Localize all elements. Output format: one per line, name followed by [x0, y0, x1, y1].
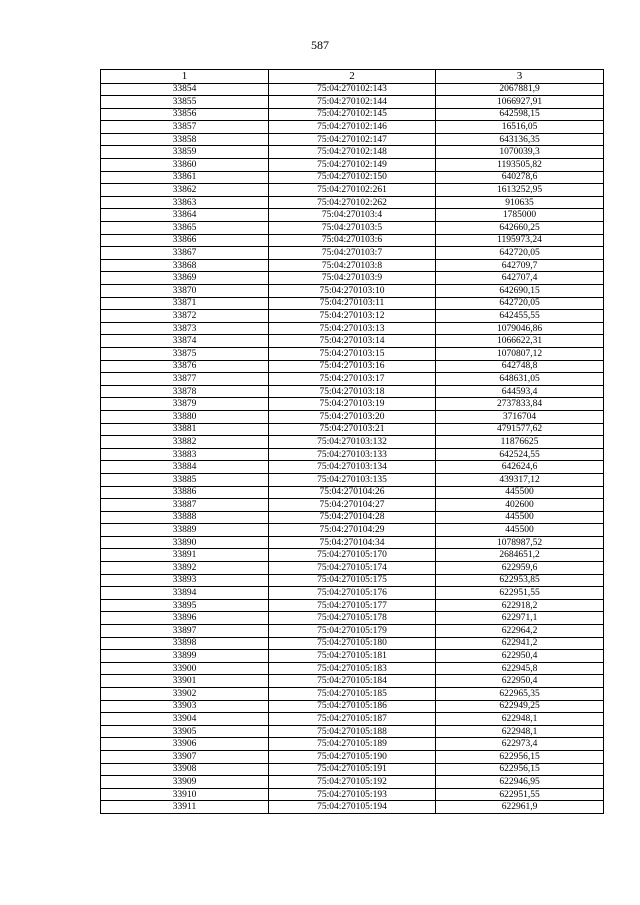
row-number-cell: 33864 — [101, 209, 269, 222]
value-cell: 3716704 — [436, 410, 604, 423]
cadastral-number-cell: 75:04:270103:9 — [269, 272, 436, 285]
table-row — [101, 448, 604, 461]
table-row — [101, 473, 604, 486]
row-number-cell: 33891 — [101, 549, 269, 562]
table-row — [101, 725, 604, 738]
table-row — [101, 209, 604, 222]
row-number-cell: 33871 — [101, 297, 269, 310]
table-body — [101, 83, 604, 813]
row-number-cell: 33884 — [101, 461, 269, 474]
cadastral-number-cell: 75:04:270102:144 — [269, 96, 436, 109]
value-cell: 2684651,2 — [436, 549, 604, 562]
cadastral-number-cell: 75:04:270105:183 — [269, 662, 436, 675]
cadastral-number-cell: 75:04:270105:188 — [269, 725, 436, 738]
value-cell: 622950,4 — [436, 675, 604, 688]
cadastral-number-cell: 75:04:270105:180 — [269, 637, 436, 650]
row-number-cell: 33856 — [101, 108, 269, 121]
row-number-cell: 33909 — [101, 776, 269, 789]
row-number-cell: 33860 — [101, 159, 269, 172]
cadastral-number-cell: 75:04:270103:133 — [269, 448, 436, 461]
row-number-cell: 33887 — [101, 499, 269, 512]
cadastral-number-cell: 75:04:270103:10 — [269, 285, 436, 298]
value-cell: 622948,1 — [436, 725, 604, 738]
row-number-cell: 33904 — [101, 713, 269, 726]
value-cell: 11876625 — [436, 436, 604, 449]
row-number-cell: 33910 — [101, 788, 269, 801]
table-row — [101, 121, 604, 134]
cadastral-number-cell: 75:04:270102:146 — [269, 121, 436, 134]
row-number-cell: 33892 — [101, 562, 269, 575]
row-number-cell: 33902 — [101, 688, 269, 701]
table-row — [101, 612, 604, 625]
table-row — [101, 688, 604, 701]
row-number-cell: 33866 — [101, 234, 269, 247]
cadastral-number-cell: 75:04:270102:149 — [269, 159, 436, 172]
row-number-cell: 33862 — [101, 184, 269, 197]
cadastral-table — [100, 69, 604, 814]
cadastral-number-cell: 75:04:270105:178 — [269, 612, 436, 625]
cadastral-number-cell: 75:04:270105:190 — [269, 750, 436, 763]
row-number-cell: 33874 — [101, 335, 269, 348]
cadastral-number-cell: 75:04:270102:261 — [269, 184, 436, 197]
table-row — [101, 788, 604, 801]
value-cell: 622948,1 — [436, 713, 604, 726]
cadastral-number-cell: 75:04:270104:27 — [269, 499, 436, 512]
cadastral-number-cell: 75:04:270103:6 — [269, 234, 436, 247]
row-number-cell: 33895 — [101, 599, 269, 612]
table-row — [101, 347, 604, 360]
table-row — [101, 222, 604, 235]
value-cell: 445500 — [436, 486, 604, 499]
table-row — [101, 196, 604, 209]
row-number-cell: 33881 — [101, 423, 269, 436]
table-row — [101, 524, 604, 537]
table-row — [101, 436, 604, 449]
cadastral-number-cell: 75:04:270105:194 — [269, 801, 436, 814]
value-cell: 1193505,82 — [436, 159, 604, 172]
table-row — [101, 599, 604, 612]
table-row — [101, 499, 604, 512]
row-number-cell: 33865 — [101, 222, 269, 235]
table-row — [101, 562, 604, 575]
table-row — [101, 108, 604, 121]
row-number-cell: 33893 — [101, 574, 269, 587]
value-cell: 622956,15 — [436, 763, 604, 776]
row-number-cell: 33880 — [101, 410, 269, 423]
table-row — [101, 83, 604, 96]
table-row — [101, 750, 604, 763]
row-number-cell: 33875 — [101, 347, 269, 360]
row-number-cell: 33907 — [101, 750, 269, 763]
value-cell: 1613252,95 — [436, 184, 604, 197]
table-row — [101, 373, 604, 386]
cadastral-number-cell: 75:04:270104:28 — [269, 511, 436, 524]
table-row — [101, 662, 604, 675]
cadastral-number-cell: 75:04:270103:12 — [269, 310, 436, 323]
table-row — [101, 549, 604, 562]
row-number-cell: 33868 — [101, 259, 269, 272]
row-number-cell: 33877 — [101, 373, 269, 386]
table-row — [101, 272, 604, 285]
value-cell: 642524,55 — [436, 448, 604, 461]
cadastral-number-cell: 75:04:270103:20 — [269, 410, 436, 423]
row-number-cell: 33885 — [101, 473, 269, 486]
cadastral-number-cell: 75:04:270105:185 — [269, 688, 436, 701]
cadastral-number-cell: 75:04:270103:14 — [269, 335, 436, 348]
row-number-cell: 33873 — [101, 322, 269, 335]
value-cell: 1066622,31 — [436, 335, 604, 348]
value-cell: 2737833,84 — [436, 398, 604, 411]
cadastral-number-cell: 75:04:270105:174 — [269, 562, 436, 575]
row-number-cell: 33861 — [101, 171, 269, 184]
table-row — [101, 700, 604, 713]
cadastral-number-cell: 75:04:270102:148 — [269, 146, 436, 159]
value-cell: 642707,4 — [436, 272, 604, 285]
value-cell: 1066927,91 — [436, 96, 604, 109]
row-number-cell: 33911 — [101, 801, 269, 814]
table-row — [101, 133, 604, 146]
row-number-cell: 33879 — [101, 398, 269, 411]
table-row — [101, 259, 604, 272]
value-cell: 622951,55 — [436, 587, 604, 600]
value-cell: 622953,85 — [436, 574, 604, 587]
table-row — [101, 171, 604, 184]
value-cell: 1195973,24 — [436, 234, 604, 247]
row-number-cell: 33889 — [101, 524, 269, 537]
table-row — [101, 511, 604, 524]
row-number-cell: 33900 — [101, 662, 269, 675]
cadastral-number-cell: 75:04:270105:192 — [269, 776, 436, 789]
table-row — [101, 146, 604, 159]
value-cell: 622946,95 — [436, 776, 604, 789]
column-header-1: 1 — [101, 70, 269, 84]
table-row — [101, 234, 604, 247]
table-row — [101, 385, 604, 398]
row-number-cell: 33872 — [101, 310, 269, 323]
table-row — [101, 625, 604, 638]
cadastral-number-cell: 75:04:270105:181 — [269, 650, 436, 663]
cadastral-number-cell: 75:04:270103:4 — [269, 209, 436, 222]
cadastral-number-cell: 75:04:270103:11 — [269, 297, 436, 310]
cadastral-number-cell: 75:04:270103:15 — [269, 347, 436, 360]
table-row — [101, 159, 604, 172]
value-cell: 622973,4 — [436, 738, 604, 751]
column-header-2: 2 — [269, 70, 436, 84]
cadastral-number-cell: 75:04:270102:262 — [269, 196, 436, 209]
value-cell: 445500 — [436, 511, 604, 524]
row-number-cell: 33897 — [101, 625, 269, 638]
value-cell: 622950,4 — [436, 650, 604, 663]
table-row — [101, 423, 604, 436]
row-number-cell: 33870 — [101, 285, 269, 298]
table-row — [101, 297, 604, 310]
cadastral-number-cell: 75:04:270104:26 — [269, 486, 436, 499]
value-cell: 1785000 — [436, 209, 604, 222]
cadastral-number-cell: 75:04:270105:184 — [269, 675, 436, 688]
cadastral-number-cell: 75:04:270103:7 — [269, 247, 436, 260]
cadastral-number-cell: 75:04:270105:177 — [269, 599, 436, 612]
row-number-cell: 33876 — [101, 360, 269, 373]
column-header-3: 3 — [436, 70, 604, 84]
table-row — [101, 536, 604, 549]
cadastral-number-cell: 75:04:270105:187 — [269, 713, 436, 726]
cadastral-number-cell: 75:04:270103:134 — [269, 461, 436, 474]
cadastral-number-cell: 75:04:270103:16 — [269, 360, 436, 373]
value-cell: 643136,35 — [436, 133, 604, 146]
value-cell: 622971,1 — [436, 612, 604, 625]
cadastral-number-cell: 75:04:270105:193 — [269, 788, 436, 801]
value-cell: 622949,25 — [436, 700, 604, 713]
cadastral-number-cell: 75:04:270103:18 — [269, 385, 436, 398]
value-cell: 2067881,9 — [436, 83, 604, 96]
table-row — [101, 310, 604, 323]
table-row — [101, 776, 604, 789]
table-row — [101, 285, 604, 298]
table-row — [101, 247, 604, 260]
table-row — [101, 763, 604, 776]
row-number-cell: 33863 — [101, 196, 269, 209]
table-row — [101, 410, 604, 423]
row-number-cell: 33888 — [101, 511, 269, 524]
value-cell: 642660,25 — [436, 222, 604, 235]
value-cell: 622959,6 — [436, 562, 604, 575]
table-row — [101, 360, 604, 373]
row-number-cell: 33901 — [101, 675, 269, 688]
value-cell: 622965,35 — [436, 688, 604, 701]
row-number-cell: 33857 — [101, 121, 269, 134]
row-number-cell: 33854 — [101, 83, 269, 96]
row-number-cell: 33858 — [101, 133, 269, 146]
value-cell: 910635 — [436, 196, 604, 209]
row-number-cell: 33903 — [101, 700, 269, 713]
value-cell: 648631,05 — [436, 373, 604, 386]
value-cell: 642748,8 — [436, 360, 604, 373]
page-number: 587 — [311, 38, 329, 52]
cadastral-number-cell: 75:04:270103:8 — [269, 259, 436, 272]
row-number-cell: 33859 — [101, 146, 269, 159]
table-header-row — [101, 70, 604, 84]
value-cell: 16516,05 — [436, 121, 604, 134]
row-number-cell: 33908 — [101, 763, 269, 776]
value-cell: 1079046,86 — [436, 322, 604, 335]
value-cell: 642709,7 — [436, 259, 604, 272]
cadastral-number-cell: 75:04:270103:19 — [269, 398, 436, 411]
row-number-cell: 33896 — [101, 612, 269, 625]
cadastral-number-cell: 75:04:270105:189 — [269, 738, 436, 751]
value-cell: 642720,05 — [436, 247, 604, 260]
cadastral-number-cell: 75:04:270104:29 — [269, 524, 436, 537]
value-cell: 1078987,52 — [436, 536, 604, 549]
row-number-cell: 33894 — [101, 587, 269, 600]
table-row — [101, 587, 604, 600]
table-row — [101, 574, 604, 587]
row-number-cell: 33906 — [101, 738, 269, 751]
value-cell: 622918,2 — [436, 599, 604, 612]
value-cell: 622951,55 — [436, 788, 604, 801]
cadastral-number-cell: 75:04:270102:147 — [269, 133, 436, 146]
value-cell: 445500 — [436, 524, 604, 537]
row-number-cell: 33883 — [101, 448, 269, 461]
row-number-cell: 33899 — [101, 650, 269, 663]
table-row — [101, 738, 604, 751]
row-number-cell: 33869 — [101, 272, 269, 285]
value-cell: 622945,8 — [436, 662, 604, 675]
row-number-cell: 33890 — [101, 536, 269, 549]
cadastral-number-cell: 75:04:270105:191 — [269, 763, 436, 776]
value-cell: 640278,6 — [436, 171, 604, 184]
cadastral-number-cell: 75:04:270105:179 — [269, 625, 436, 638]
value-cell: 622964,2 — [436, 625, 604, 638]
cadastral-number-cell: 75:04:270105:170 — [269, 549, 436, 562]
table-row — [101, 322, 604, 335]
value-cell: 642624,6 — [436, 461, 604, 474]
cadastral-number-cell: 75:04:270103:132 — [269, 436, 436, 449]
value-cell: 642720,05 — [436, 297, 604, 310]
table-row — [101, 398, 604, 411]
value-cell: 402600 — [436, 499, 604, 512]
row-number-cell: 33886 — [101, 486, 269, 499]
value-cell: 1070039,3 — [436, 146, 604, 159]
table-row — [101, 184, 604, 197]
value-cell: 642690,15 — [436, 285, 604, 298]
row-number-cell: 33878 — [101, 385, 269, 398]
cadastral-number-cell: 75:04:270104:34 — [269, 536, 436, 549]
cadastral-number-cell: 75:04:270105:175 — [269, 574, 436, 587]
cadastral-number-cell: 75:04:270103:21 — [269, 423, 436, 436]
table-row — [101, 96, 604, 109]
cadastral-number-cell: 75:04:270103:135 — [269, 473, 436, 486]
table-row — [101, 637, 604, 650]
row-number-cell: 33855 — [101, 96, 269, 109]
table-row — [101, 335, 604, 348]
cadastral-number-cell: 75:04:270105:186 — [269, 700, 436, 713]
value-cell: 622961,9 — [436, 801, 604, 814]
table-row — [101, 801, 604, 814]
cadastral-number-cell: 75:04:270102:145 — [269, 108, 436, 121]
row-number-cell: 33905 — [101, 725, 269, 738]
row-number-cell: 33898 — [101, 637, 269, 650]
table-row — [101, 461, 604, 474]
row-number-cell: 33867 — [101, 247, 269, 260]
table-row — [101, 486, 604, 499]
cadastral-number-cell: 75:04:270103:5 — [269, 222, 436, 235]
cadastral-number-cell: 75:04:270102:150 — [269, 171, 436, 184]
value-cell: 4791577,62 — [436, 423, 604, 436]
cadastral-number-cell: 75:04:270103:17 — [269, 373, 436, 386]
table-row — [101, 675, 604, 688]
value-cell: 1070807,12 — [436, 347, 604, 360]
value-cell: 622941,2 — [436, 637, 604, 650]
table-row — [101, 650, 604, 663]
cadastral-number-cell: 75:04:270103:13 — [269, 322, 436, 335]
table-row — [101, 713, 604, 726]
cadastral-number-cell: 75:04:270105:176 — [269, 587, 436, 600]
value-cell: 642598,15 — [436, 108, 604, 121]
value-cell: 439317,12 — [436, 473, 604, 486]
cadastral-number-cell: 75:04:270102:143 — [269, 83, 436, 96]
value-cell: 642455,55 — [436, 310, 604, 323]
value-cell: 622956,15 — [436, 750, 604, 763]
value-cell: 644593,4 — [436, 385, 604, 398]
row-number-cell: 33882 — [101, 436, 269, 449]
